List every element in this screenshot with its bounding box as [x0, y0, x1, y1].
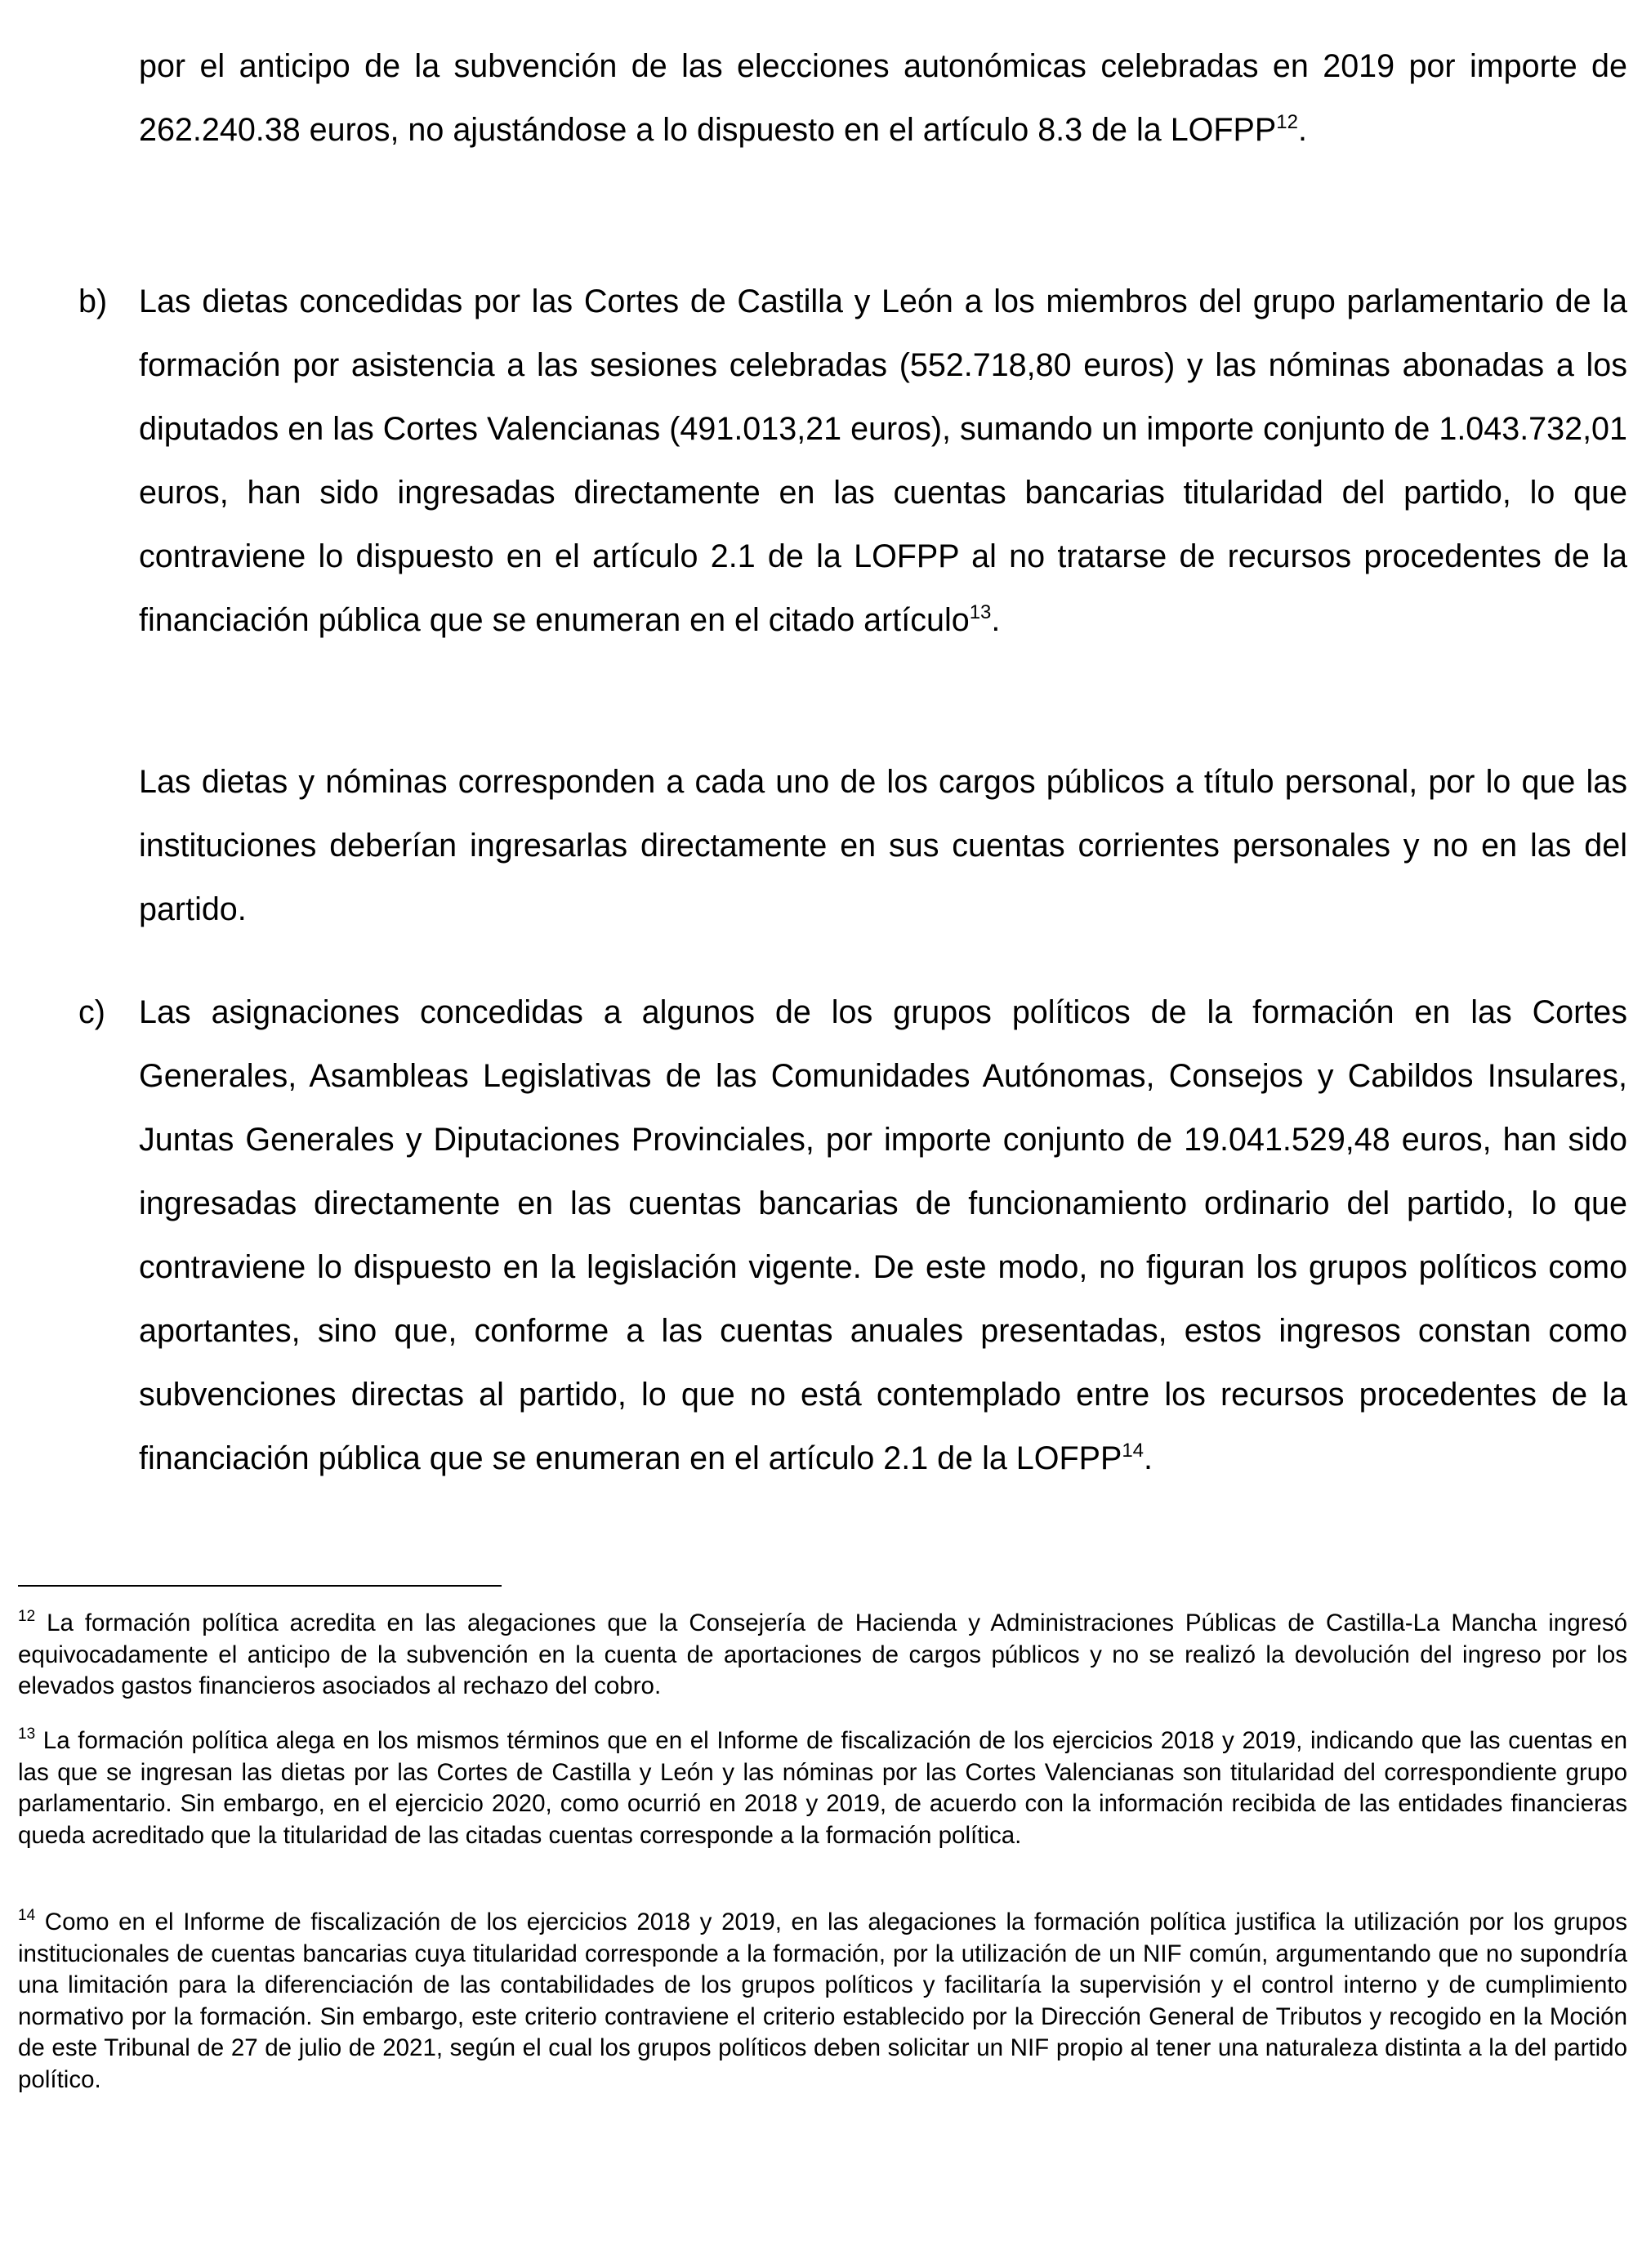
footnote-number: 13 [18, 1726, 36, 1743]
list-item-c: Las asignaciones concedidas a algunos de los grupos políticos de la formación en las Cortes Generales, Asambleas Legislativas de las Comunidades Autónomas, Consejos y Cabildos Insulares, Juntas Generales y Diputaciones Provinciales, por importe conjunto de 19.041.529,48 euros, han sido ingresadas directamente en las cuentas bancarias de funcionamiento ordinario del partido, lo que contraviene lo dispuesto en la legislación vigente. De este modo, no figuran los grupos políticos como aportantes, sino que, conforme a las cuentas anuales presentadas, estos ingresos constan como subvenciones directas al partido, lo que no está contemplado entre los recursos procedentes de la financiación pública que se enumeran en el artículo 2.1 de la LOFPP$^{14}$. [139, 994, 1627, 1476]
footnote-12 [18, 1608, 1627, 1703]
footnote-text: La formación política alega en los mismos términos que en el Informe de fiscalización de los ejercicios 2018 y 2019, indicando que las cuentas en las que se ingresan las dietas por las Cortes de Castilla y León y las nóminas por las Cortes Valencianas son titularidad del correspondiente grupo parlamentario. Sin embargo, en el ejercicio 2020, como ocurrió en 2018 y 2019, de acuerdo con la información recibida de las entidades financieras queda acreditado que la titularidad de las citadas cuentas corresponde a la formación política. [18, 1727, 1627, 1849]
list-item-b-text: Las dietas concedidas por las Cortes de Castilla y León a los miembros del grupo parlamentario de la formación por asistencia a las sesiones celebradas (552.718,80 euros) y las nóminas abonadas a los diputados en las Cortes Valencianas (491.013,21 euros), sumando un importe conjunto de 1.043.732,01 euros, han sido ingresadas directamente en las cuentas bancarias titularidad del partido, lo que contraviene lo dispuesto en el artículo 2.1 de la LOFPP al no tratarse de recursos procedentes de la financiación pública que se enumeran en el citado artículo [139, 284, 1627, 638]
footnote-13 [18, 1726, 1627, 1851]
list-item-b: Las dietas concedidas por las Cortes de Castilla y León a los miembros del grupo parlamentario de la formación por asistencia a las sesiones celebradas (552.718,80 euros) y las nóminas abonadas a los diputados en las Cortes Valencianas (491.013,21 euros), sumando un importe conjunto de 1.043.732,01 euros, han sido ingresadas directamente en las cuentas bancarias titularidad del partido, lo que contraviene lo dispuesto en el artículo 2.1 de la LOFPP al no tratarse de recursos procedentes de la financiación pública que se enumeran en el citado artículo$^{13}$. [139, 284, 1627, 638]
paragraph-a-continuation: por el anticipo de la subvención de las elecciones autonómicas celebradas en 2019 por importe de 262.240.38 euros, no ajustándose a lo dispuesto en el artículo 8.3 de la LOFPP$^{12}$. [139, 48, 1627, 148]
footnote-separator [18, 1585, 502, 1587]
list-item-c-text: Las asignaciones concedidas a algunos de los grupos políticos de la formación en las Cortes Generales, Asambleas Legislativas de las Comunidades Autónomas, Consejos y Cabildos Insulares, Juntas Generales y Diputaciones Provinciales, por importe conjunto de 19.041.529,48 euros, han sido ingresadas directamente en las cuentas bancarias de funcionamiento ordinario del partido, lo que contraviene lo dispuesto en la legislación vigente. De este modo, no figuran los grupos políticos como aportantes, sino que, conforme a las cuentas anuales presentadas, estos ingresos constan como subvenciones directas al partido, lo que no está contemplado entre los recursos procedentes de la financiación pública que se enumeran en el artículo 2.1 de la LOFPP [139, 994, 1627, 1476]
paragraph-a-text: por el anticipo de la subvención de las elecciones autonómicas celebradas en 2019 por importe de 262.240.38 euros, no ajustándose a lo dispuesto en el artículo 8.3 de la LOFPP [139, 48, 1627, 148]
footnote-ref-14[interactable]: 14 [1122, 1440, 1145, 1462]
list-item-b-followup: Las dietas y nóminas corresponden a cada uno de los cargos públicos a título personal, por lo que las instituciones deberían ingresarlas directamente en sus cuentas corrientes personales y no en las del partido. [139, 764, 1627, 927]
list-marker-b: b) [78, 284, 108, 319]
footnote-text: Como en el Informe de fiscalización de los ejercicios 2018 y 2019, en las alegaciones la formación política justifica la utilización por los grupos institucionales de cuentas bancarias cuya titularidad corresponde a la formación, por la utilización de un NIF común, argumentando que no supondría una limitación para la diferenciación de las contabilidades de los grupos políticos y facilitaría la supervisión y el control interno y de cumplimiento normativo por la formación. Sin embargo, este criterio contraviene el criterio establecido por la Dirección General de Tributos y recogido en la Moción de este Tribunal de 27 de julio de 2021, según el cual los grupos políticos deben solicitar un NIF propio al tener una naturaleza distinta a la del partido político. [18, 1909, 1627, 2093]
footnote-text: La formación política acredita en las alegaciones que la Consejería de Hacienda y Administraciones Públicas de Castilla-La Mancha ingresó equivocadamente el anticipo de la subvención en la cuenta de aportaciones de cargos públicos y no se realizó la devolución del ingreso por los elevados gastos financieros asociados al rechazo del cobro. [18, 1609, 1627, 1700]
footnote-number: 12 [18, 1608, 36, 1625]
footnote-ref-13[interactable]: 13 [969, 601, 992, 623]
footnote-ref-12[interactable]: 12 [1276, 111, 1298, 133]
footnote-14 [18, 1907, 1627, 2096]
list-marker-c: c) [78, 994, 105, 1030]
footnote-number: 14 [18, 1907, 36, 1924]
